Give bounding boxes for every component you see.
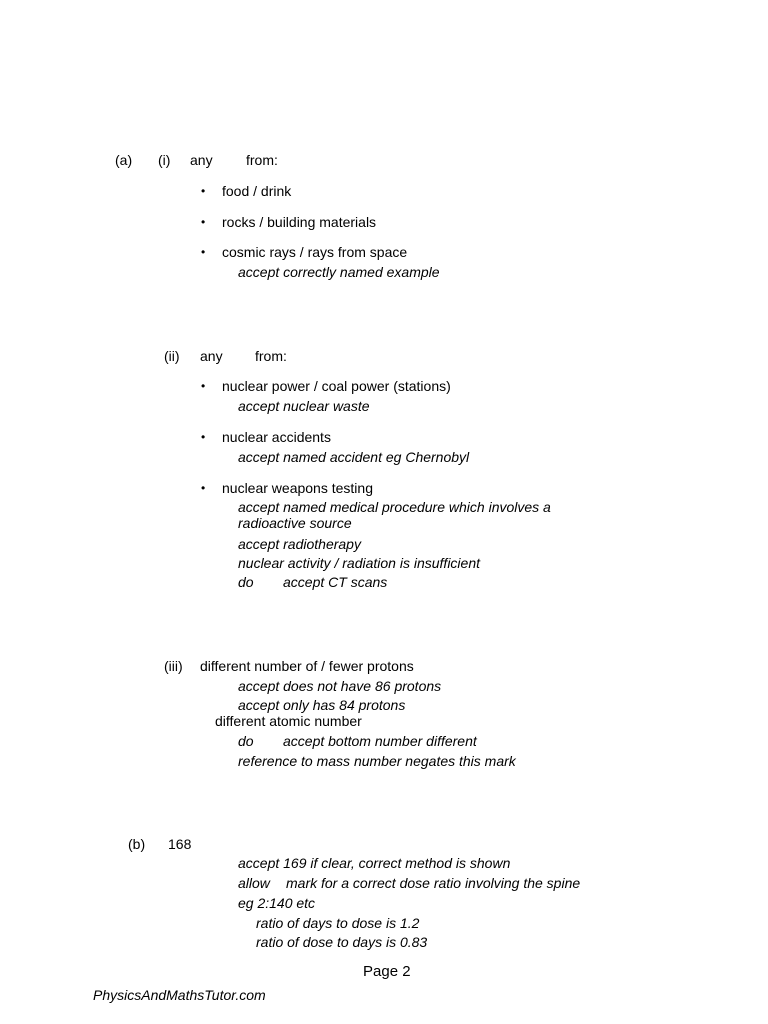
- part-a-ii-note-6-do: do: [238, 574, 254, 590]
- part-a-ii-any: any: [200, 348, 223, 364]
- part-a-i-any: any: [190, 152, 213, 168]
- part-a-iii-note-2: accept only has 84 protons: [238, 697, 406, 713]
- part-a-iii-line-1: different number of / fewer protons: [200, 658, 414, 674]
- part-a-ii-note-2: accept named accident eg Chernobyl: [238, 449, 470, 465]
- part-a-ii-note-3b: radioactive source: [238, 515, 352, 531]
- part-a-i-bullet-1: food / drink: [222, 183, 292, 199]
- part-b-note-2-allow: allow: [238, 875, 270, 891]
- part-a-iii-label: (iii): [164, 658, 183, 674]
- part-a-ii-note-6: accept CT scans: [283, 574, 388, 590]
- part-a-ii-bullet-1: nuclear power / coal power (stations): [222, 378, 451, 394]
- page-number: Page 2: [363, 963, 411, 980]
- part-a-ii-from: from:: [255, 348, 287, 364]
- bullet-icon: •: [201, 430, 206, 444]
- part-b-note-5: ratio of dose to days is 0.83: [256, 934, 428, 950]
- part-a-ii-note-5: nuclear activity / radiation is insufficient: [238, 555, 480, 571]
- part-a-ii-bullet-3: nuclear weapons testing: [222, 480, 373, 496]
- part-a-i-bullet-2: rocks / building materials: [222, 214, 377, 230]
- bullet-icon: •: [201, 184, 206, 198]
- part-a-ii-note-3a: accept named medical procedure which involves a: [238, 499, 551, 515]
- bullet-icon: •: [201, 215, 206, 229]
- part-a-label: (a): [115, 152, 133, 168]
- part-a-ii-note-4: accept radiotherapy: [238, 536, 361, 552]
- part-a-iii-line-2: different atomic number: [215, 713, 362, 729]
- part-a-iii-note-1: accept does not have 86 protons: [238, 678, 442, 694]
- part-a-i-note-1: accept correctly named example: [238, 264, 440, 280]
- bullet-icon: •: [201, 481, 206, 495]
- part-a-ii-label: (ii): [164, 348, 180, 364]
- site-footer: PhysicsAndMathsTutor.com: [93, 987, 266, 1003]
- part-b-note-3: eg 2:140 etc: [238, 895, 316, 911]
- part-a-ii-note-1: accept nuclear waste: [238, 398, 370, 414]
- bullet-icon: •: [201, 245, 206, 259]
- part-a-iii-note-3-do: do: [238, 733, 254, 749]
- part-a-iii-note-4: reference to mass number negates this mark: [238, 753, 516, 769]
- part-b-note-1: accept 169 if clear, correct method is shown: [238, 855, 511, 871]
- part-b-note-2: mark for a correct dose ratio involving the spine: [286, 875, 581, 891]
- part-b-answer: 168: [168, 836, 192, 852]
- part-b-label: (b): [128, 836, 146, 852]
- part-a-i-label: (i): [158, 152, 171, 168]
- part-b-note-4: ratio of days to dose is 1.2: [256, 915, 420, 931]
- part-a-i-from: from:: [246, 152, 278, 168]
- part-a-iii-note-3: accept bottom number different: [283, 733, 477, 749]
- part-a-i-bullet-3: cosmic rays / rays from space: [222, 244, 408, 260]
- bullet-icon: •: [201, 379, 206, 393]
- part-a-ii-bullet-2: nuclear accidents: [222, 429, 331, 445]
